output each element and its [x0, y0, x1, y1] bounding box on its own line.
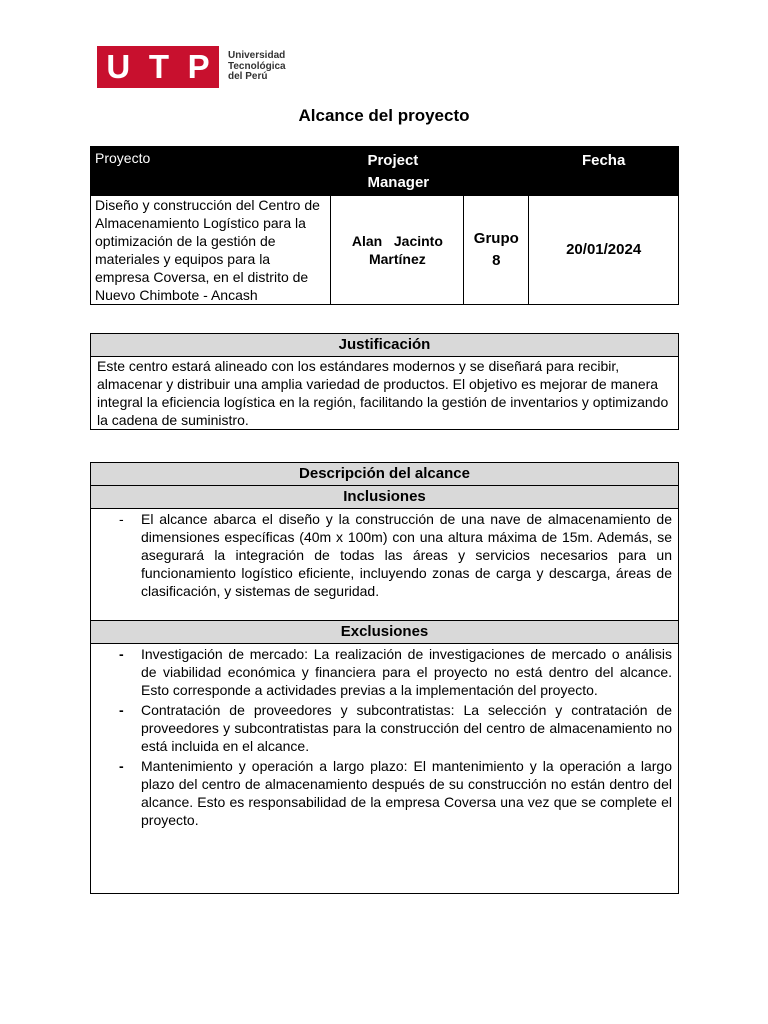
justification-table — [90, 333, 679, 430]
university-name-line-1: Universidad — [228, 50, 286, 62]
university-name-line-3: del Perú — [228, 71, 268, 83]
logo-letter-t: T — [148, 48, 169, 85]
exclusion-item — [97, 757, 672, 829]
logo-letter-u: U — [106, 48, 131, 85]
bullet-dash: - — [119, 702, 124, 718]
justification-heading: Justificación — [91, 334, 679, 357]
project-name: Diseño y construcción del Centro de Almacenamiento Logístico para la optimización de la gestión de materiales y equipos para la empresa Coversa, en el distrito de Nuevo Chimbote - Ancash — [91, 196, 331, 305]
header-project-manager — [331, 147, 529, 196]
project-manager-name — [331, 196, 464, 305]
inclusions-body — [91, 509, 679, 621]
inclusions-heading: Inclusiones — [91, 486, 679, 509]
inclusion-item — [97, 510, 672, 600]
utp-logo — [97, 46, 286, 88]
inclusion-text: El alcance abarca el diseño y la construcción de una nave de almacenamiento de dimensiones específicas (40m x 100m) con una altura máxima de 15m. Además, se asegurará la integración de todas las áreas y servicios necesarios para un funcionamiento logístico eficiente, incluyendo zonas de carga y descarga, áreas de clasificación, y sistemas de seguridad. — [141, 511, 672, 599]
manager-name-line-1: Alan Jacinto — [351, 233, 443, 249]
logo-letter-p: P — [187, 48, 210, 85]
justification-text: Este centro estará alineado con los estándares modernos y se diseñará para recibir, almacenar y distribuir una amplia variedad de productos. El objetivo es mejorar de manera integral la eficiencia logística en la región, facilitando la gestión de inventarios y optimizando la cadena de suministro. — [91, 357, 679, 430]
project-date: 20/01/2024 — [529, 196, 679, 305]
exclusion-text: Mantenimiento y operación a largo plazo: El mantenimiento y la operación a largo plazo del centro de almacenamiento después de su construcción no están dentro del alcance. Esto es responsabilidad de la empresa Coversa una vez que se complete el proyecto. — [141, 758, 672, 828]
group-value: 8 — [492, 252, 501, 269]
bullet-dash: - — [119, 758, 124, 774]
exclusions-heading: Exclusiones — [91, 621, 679, 644]
exclusion-text: Contratación de proveedores y subcontratistas: La selección y contratación de proveedores y subcontratistas para la construcción del centro de almacenamiento no está incluida en el alcance. — [141, 702, 672, 754]
exclusion-text: Investigación de mercado: La realización de investigaciones de mercado o análisis de viabilidad económica y financiera para el proyecto no está dentro del alcance. Esto corresponde a actividades previas a la implementación del proyecto. — [141, 646, 672, 698]
exclusions-body — [91, 644, 679, 894]
bullet-dash: - — [119, 511, 124, 527]
group-label: Grupo — [473, 230, 519, 247]
exclusion-item — [97, 701, 672, 755]
exclusion-item — [97, 645, 672, 699]
bullet-dash: - — [119, 646, 124, 662]
scope-table — [90, 462, 679, 894]
utp-logo-mark — [97, 46, 219, 88]
header-project: Proyecto — [91, 147, 331, 196]
header-manager-line-2: Manager — [367, 174, 430, 191]
university-name — [228, 51, 286, 83]
header-date: Fecha — [529, 147, 679, 196]
manager-name-line-2: Martínez — [368, 251, 426, 267]
university-name-line-2: Tecnológica — [228, 60, 286, 72]
header-manager-line-1: Project — [367, 152, 419, 169]
page-title: Alcance del proyecto — [298, 106, 470, 125]
scope-heading: Descripción del alcance — [91, 463, 679, 486]
group-number — [464, 196, 529, 305]
project-info-table — [90, 146, 679, 305]
